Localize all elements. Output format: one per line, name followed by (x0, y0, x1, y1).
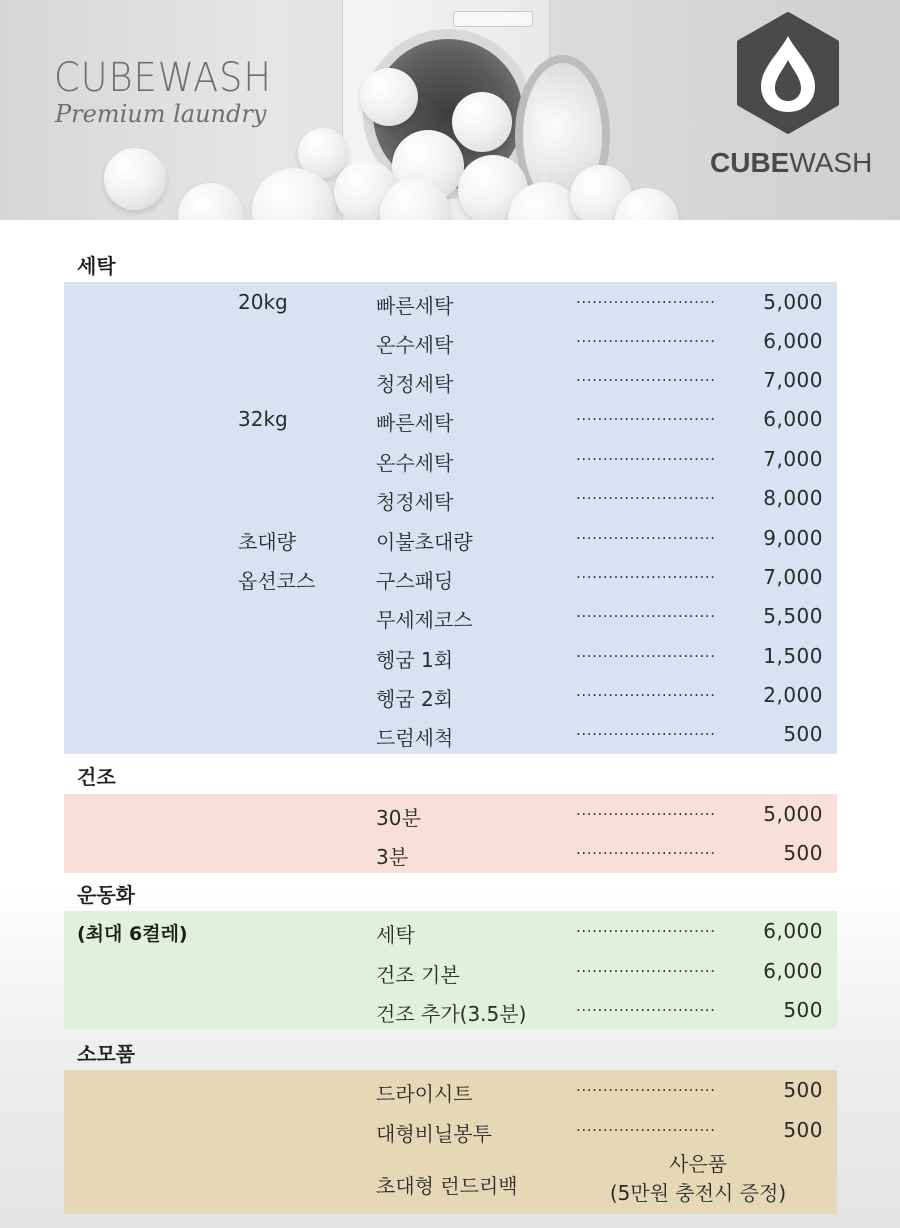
leader-dots: .......................... (576, 682, 716, 700)
price-value: 6,000 (763, 959, 823, 983)
section-title-wash: 세탁 (77, 254, 116, 278)
leader-dots: .......................... (576, 603, 716, 621)
course-name: 온수세탁 (376, 333, 454, 357)
leader-dots: .......................... (576, 918, 716, 936)
price-value: 7,000 (763, 447, 823, 471)
sneakers-note: (최대 6켤레) (77, 923, 188, 945)
price-value: 2,000 (763, 683, 823, 707)
price-row (0, 478, 900, 517)
price-row (0, 596, 900, 635)
gift-label: 사은품 (669, 1152, 727, 1176)
laundry-ball (360, 68, 418, 126)
logo-wordmark-light: WASH (789, 147, 873, 178)
size-label: 32kg (238, 407, 288, 431)
price-row (0, 282, 900, 321)
course-name: 청정세탁 (376, 372, 454, 396)
logo-wordmark (710, 147, 872, 179)
price-row (0, 675, 900, 714)
course-name: 온수세탁 (376, 451, 454, 475)
gift-condition: (5만원 충전시 증정) (609, 1181, 787, 1205)
gift-note (600, 1150, 796, 1208)
leader-dots: .......................... (576, 643, 716, 661)
price-row (0, 518, 900, 557)
leader-dots: .......................... (576, 958, 716, 976)
price-value: 6,000 (763, 919, 823, 943)
leader-dots: .......................... (576, 367, 716, 385)
section-title-sneakers: 운동화 (77, 883, 135, 907)
size-label: 20kg (238, 290, 288, 314)
course-name: 3분 (376, 845, 409, 869)
price-value: 7,000 (763, 565, 823, 589)
leader-dots: .......................... (576, 525, 716, 543)
header-banner (0, 0, 900, 220)
course-name: 30분 (376, 806, 421, 830)
leader-dots: .......................... (576, 564, 716, 582)
price-row (0, 439, 900, 478)
course-name: 청정세탁 (376, 490, 454, 514)
course-name: 이불초대량 (376, 530, 473, 554)
size-label: 초대량 (238, 530, 296, 554)
brand-title: CUBEWASH (54, 55, 272, 101)
price-row (0, 1070, 900, 1109)
price-row (0, 951, 900, 990)
leader-dots: .......................... (576, 840, 716, 858)
leader-dots: .......................... (576, 1077, 716, 1095)
course-name: 건조 추가(3.5분) (376, 1002, 527, 1026)
price-row (0, 399, 900, 438)
leader-dots: .......................... (576, 801, 716, 819)
course-name: 헹굼 1회 (376, 648, 454, 672)
price-value: 1,500 (763, 644, 823, 668)
price-row (0, 1110, 900, 1149)
leader-dots: .......................... (576, 997, 716, 1015)
laundry-ball (178, 183, 244, 220)
price-value: 6,000 (763, 329, 823, 353)
price-row (0, 360, 900, 399)
price-value: 7,000 (763, 368, 823, 392)
laundry-ball (452, 92, 512, 152)
laundry-ball (104, 148, 166, 210)
price-value: 9,000 (763, 526, 823, 550)
section-title-dry: 건조 (77, 765, 116, 789)
price-value: 500 (783, 722, 823, 746)
price-value: 5,000 (763, 802, 823, 826)
course-name: 헹굼 2회 (376, 687, 454, 711)
leader-dots: .......................... (576, 406, 716, 424)
course-name: 건조 기본 (376, 963, 460, 987)
brand-subtitle: Premium laundry (55, 100, 267, 128)
course-name: 세탁 (376, 923, 415, 947)
cubewash-logo-icon (735, 12, 841, 134)
course-name: 빠른세탁 (376, 294, 454, 318)
price-value: 500 (783, 1078, 823, 1102)
course-name: 구스패딩 (376, 569, 454, 593)
leader-dots: .......................... (576, 289, 716, 307)
course-name: 빠른세탁 (376, 411, 454, 435)
washer-control-panel (453, 11, 533, 27)
leader-dots: .......................... (576, 446, 716, 464)
price-value: 500 (783, 998, 823, 1022)
price-value: 500 (783, 1118, 823, 1142)
leader-dots: .......................... (576, 328, 716, 346)
price-row (0, 794, 900, 833)
price-row (0, 557, 900, 596)
price-value: 8,000 (763, 486, 823, 510)
leader-dots: .......................... (576, 721, 716, 739)
price-value: 6,000 (763, 407, 823, 431)
course-name: 드럼세척 (376, 726, 454, 750)
price-value: 5,500 (763, 604, 823, 628)
leader-dots: .......................... (576, 485, 716, 503)
size-label: 옵션코스 (238, 569, 316, 593)
price-row (0, 990, 900, 1029)
price-value: 500 (783, 841, 823, 865)
section-title-supplies: 소모품 (77, 1042, 135, 1066)
price-row (0, 911, 900, 950)
price-value: 5,000 (763, 290, 823, 314)
course-name: 대형비닐봉투 (376, 1122, 492, 1146)
price-row (0, 321, 900, 360)
course-name: 초대형 런드리백 (376, 1174, 518, 1198)
course-name: 드라이시트 (376, 1082, 473, 1106)
price-row (0, 833, 900, 872)
leader-dots: .......................... (576, 1117, 716, 1135)
price-row (0, 714, 900, 753)
course-name: 무세제코스 (376, 608, 473, 632)
logo-wordmark-bold: CUBE (710, 147, 790, 178)
price-row (0, 636, 900, 675)
